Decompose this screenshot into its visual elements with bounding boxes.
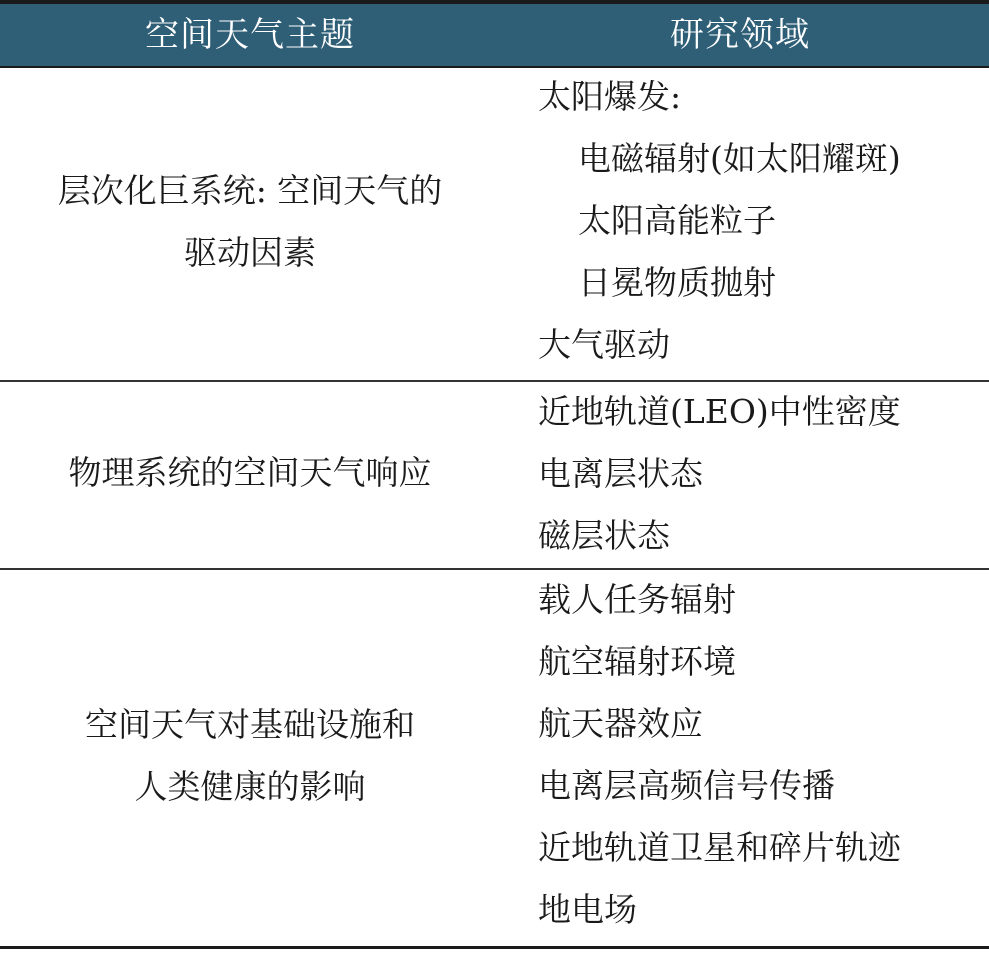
research-area-list (538, 381, 988, 567)
research-area-item: 日冕物质抛射 (578, 263, 776, 302)
theme-line: 层次化巨系统: 空间天气的 (57, 171, 443, 210)
research-area-item: 大气驱动 (538, 325, 670, 364)
theme-line: 物理系统的空间天气响应 (68, 453, 432, 492)
theme-line: 空间天气对基础设施和 (85, 705, 415, 744)
header-research-area: 研究领域 (670, 15, 810, 55)
research-area-list (538, 66, 988, 376)
header-theme: 空间天气主题 (145, 15, 355, 55)
theme-line: 驱动因素 (184, 233, 316, 272)
theme-cell (0, 694, 500, 818)
research-area-item: 磁层状态 (538, 516, 670, 555)
research-area-item: 电磁辐射(如太阳耀斑) (578, 139, 901, 178)
research-area-list (538, 569, 988, 941)
research-area-item: 载人任务辐射 (538, 580, 736, 619)
research-area-item: 近地轨道卫星和碎片轨迹 (538, 828, 901, 867)
bottom-rule (0, 946, 989, 949)
table-header (0, 4, 989, 66)
research-area-item: 近地轨道(LEO)中性密度 (538, 392, 901, 431)
research-area-item: 航天器效应 (538, 704, 703, 743)
research-area-item: 航空辐射环境 (538, 642, 736, 681)
theme-cell (0, 160, 500, 284)
research-area-item: 电离层状态 (538, 454, 703, 493)
theme-cell (0, 442, 500, 504)
research-area-item: 太阳高能粒子 (578, 201, 776, 240)
research-area-item: 电离层高频信号传播 (538, 766, 835, 805)
theme-line: 人类健康的影响 (134, 767, 366, 806)
research-area-item: 地电场 (538, 890, 637, 929)
research-area-item: 太阳爆发: (538, 77, 682, 116)
